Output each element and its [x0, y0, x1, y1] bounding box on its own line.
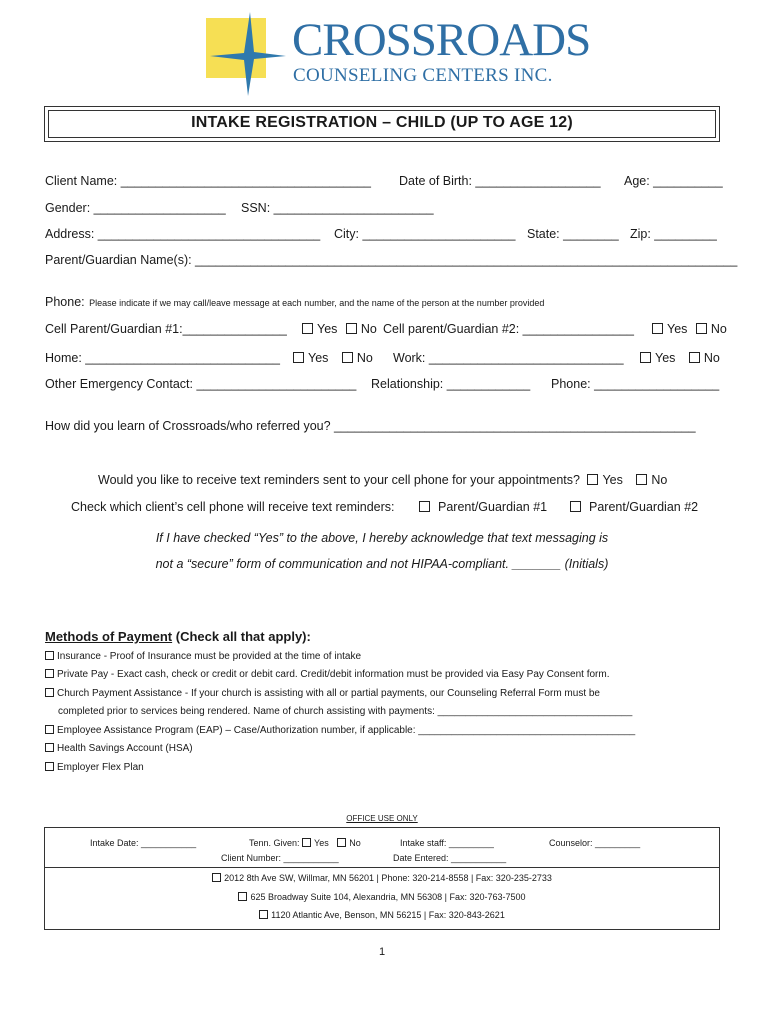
office-use-box — [44, 827, 720, 930]
location-willmar — [45, 873, 719, 883]
benson-label: 1120 Atlantic Ave, Benson, MN 56215 | Fax: 320-843-2621 — [271, 910, 505, 920]
reminder-guardian2-option — [570, 500, 698, 514]
work-yes-label: Yes — [655, 351, 676, 365]
private-pay-checkbox[interactable] — [45, 669, 54, 678]
text-reminder-question-label: Would you like to receive text reminders sent to your cell phone for your appointments? — [98, 473, 580, 487]
home-no-checkbox[interactable] — [342, 352, 353, 363]
reminder-guardian1-option — [419, 500, 547, 514]
work-phone-field[interactable]: Work: ____________________________ — [393, 351, 624, 365]
alexandria-checkbox[interactable] — [238, 892, 247, 901]
logo-name-line2: COUNSELING CENTERS INC. — [293, 65, 553, 86]
age-field[interactable]: Age: __________ — [624, 174, 723, 188]
client-name-field[interactable]: Client Name: ____________________________________ — [45, 174, 371, 188]
phone-note: Please indicate if we may call/leave message at each number, and the name of the person at the number provided — [89, 298, 545, 308]
intake-staff-field[interactable]: Intake staff: _________ — [400, 838, 494, 848]
text-reminder-question — [98, 473, 667, 487]
payment-heading — [45, 629, 311, 644]
cell1-no-label: No — [360, 322, 377, 336]
payment-option-church — [45, 688, 600, 699]
willmar-label: 2012 8th Ave SW, Willmar, MN 56201 | Phone: 320-214-8558 | Fax: 320-235-2733 — [224, 873, 552, 883]
cell1-yes-checkbox[interactable] — [302, 323, 313, 334]
cross-logo-icon — [206, 12, 286, 96]
home-phone-field[interactable]: Home: ____________________________ — [45, 351, 280, 365]
reminder-guardian2-checkbox[interactable] — [570, 501, 581, 512]
cell2-yes-checkbox[interactable] — [652, 323, 663, 334]
eap-checkbox[interactable] — [45, 725, 54, 734]
work-yes-checkbox[interactable] — [640, 352, 651, 363]
insurance-checkbox[interactable] — [45, 651, 54, 660]
hsa-checkbox[interactable] — [45, 743, 54, 752]
guardian-names-field[interactable]: Parent/Guardian Name(s): ______________________________________________________________________________ — [45, 253, 738, 267]
home-yes-checkbox[interactable] — [293, 352, 304, 363]
home-consent — [293, 351, 373, 365]
referral-field[interactable]: How did you learn of Crossroads/who referred you? ____________________________________________________ — [45, 419, 696, 433]
church-checkbox[interactable] — [45, 688, 54, 697]
emergency-contact-field[interactable]: Other Emergency Contact: _______________________ — [45, 377, 357, 391]
benson-checkbox[interactable] — [259, 910, 268, 919]
page-title: INTAKE REGISTRATION – CHILD (UP TO AGE 12) — [191, 114, 573, 131]
text-reminder-yes-label: Yes — [602, 473, 623, 487]
payment-option-flex — [45, 762, 144, 773]
state-field[interactable]: State: ________ — [527, 227, 619, 241]
reminder-guardian1-checkbox[interactable] — [419, 501, 430, 512]
cell1-yes-label: Yes — [317, 322, 338, 336]
text-reminder-no-label: No — [651, 473, 668, 487]
payment-option-private-pay — [45, 669, 609, 680]
client-number-field[interactable]: Client Number: ___________ — [221, 853, 339, 863]
intake-date-field[interactable]: Intake Date: ___________ — [90, 838, 197, 848]
cell-guardian1-field[interactable]: Cell Parent/Guardian #1:_______________ — [45, 322, 287, 336]
willmar-checkbox[interactable] — [212, 873, 221, 882]
work-consent — [640, 351, 720, 365]
ssn-field[interactable]: SSN: _______________________ — [241, 201, 434, 215]
location-benson — [45, 910, 719, 920]
tenn-yes-label: Yes — [314, 838, 329, 848]
eap-label: Employee Assistance Program (EAP) – Case/Authorization number, if applicable: _______________________________________ — [57, 725, 636, 736]
tenn-yes-checkbox[interactable] — [302, 838, 311, 847]
payment-heading-label: Methods of Payment — [45, 629, 173, 644]
cell-guardian2-field[interactable]: Cell parent/Guardian #2: ________________ — [383, 322, 634, 336]
payment-option-hsa — [45, 743, 193, 754]
flex-checkbox[interactable] — [45, 762, 54, 771]
cell2-consent — [652, 322, 727, 336]
payment-heading-note: (Check all that apply): — [175, 629, 311, 644]
tenn-given-label: Tenn. Given: — [249, 838, 300, 848]
logo-name-line1: CROSSROADS — [292, 14, 591, 66]
reminder-guardian2-label: Parent/Guardian #2 — [589, 500, 699, 514]
tenn-no-label: No — [349, 838, 361, 848]
address-field[interactable]: Address: ________________________________ — [45, 227, 321, 241]
phone-label: Phone: — [45, 295, 85, 309]
alexandria-label: 625 Broadway Suite 104, Alexandria, MN 56308 | Fax: 320-763-7500 — [250, 892, 526, 902]
work-no-label: No — [703, 351, 720, 365]
tenn-given-field — [249, 838, 361, 848]
text-reminder-yes-checkbox[interactable] — [587, 474, 598, 485]
phone-section-header — [45, 293, 544, 311]
office-use-heading: OFFICE USE ONLY — [346, 814, 418, 823]
location-alexandria — [45, 892, 719, 902]
emergency-phone-field[interactable]: Phone: __________________ — [551, 377, 720, 391]
home-yes-label: Yes — [308, 351, 329, 365]
dob-field[interactable]: Date of Birth: __________________ — [399, 174, 601, 188]
reminder-guardian1-label: Parent/Guardian #1 — [438, 500, 548, 514]
insurance-label: Insurance - Proof of Insurance must be provided at the time of intake — [57, 651, 362, 662]
title-box — [44, 106, 720, 142]
which-phone-label: Check which client’s cell phone will receive text reminders: — [71, 500, 395, 514]
hsa-label: Health Savings Account (HSA) — [57, 743, 193, 754]
gender-field[interactable]: Gender: ___________________ — [45, 201, 226, 215]
counselor-field[interactable]: Counselor: _________ — [549, 838, 641, 848]
payment-option-insurance — [45, 651, 361, 662]
ack-line-2[interactable]: not a “secure” form of communication and not HIPAA-compliant. _______ (Initials) — [155, 557, 609, 571]
city-field[interactable]: City: ______________________ — [334, 227, 516, 241]
page-number: 1 — [378, 946, 386, 958]
tenn-no-checkbox[interactable] — [337, 838, 346, 847]
church-continuation[interactable]: completed prior to services being rendered. Name of church assisting with payments: ___________________________________ — [58, 706, 633, 717]
zip-field[interactable]: Zip: _________ — [630, 227, 717, 241]
payment-option-eap — [45, 725, 635, 736]
work-no-checkbox[interactable] — [689, 352, 700, 363]
cell1-consent — [302, 322, 377, 336]
church-label: Church Payment Assistance - If your church is assisting with all or partial payments, our Counseling Referral Form must be — [57, 688, 600, 699]
date-entered-field[interactable]: Date Entered: ___________ — [393, 853, 507, 863]
cell1-no-checkbox[interactable] — [346, 323, 357, 334]
home-no-label: No — [356, 351, 373, 365]
relationship-field[interactable]: Relationship: ____________ — [371, 377, 531, 391]
text-reminder-no-checkbox[interactable] — [636, 474, 647, 485]
cell2-yes-label: Yes — [667, 322, 688, 336]
private-pay-label: Private Pay - Exact cash, check or credit or debit card. Credit/debit information must be provided via Easy Pay Consent form. — [57, 669, 610, 680]
flex-label: Employer Flex Plan — [57, 762, 144, 773]
ack-line-1: If I have checked “Yes” to the above, I hereby acknowledge that text messaging is — [155, 531, 609, 545]
cell2-no-label: No — [710, 322, 727, 336]
cell2-no-checkbox[interactable] — [696, 323, 707, 334]
